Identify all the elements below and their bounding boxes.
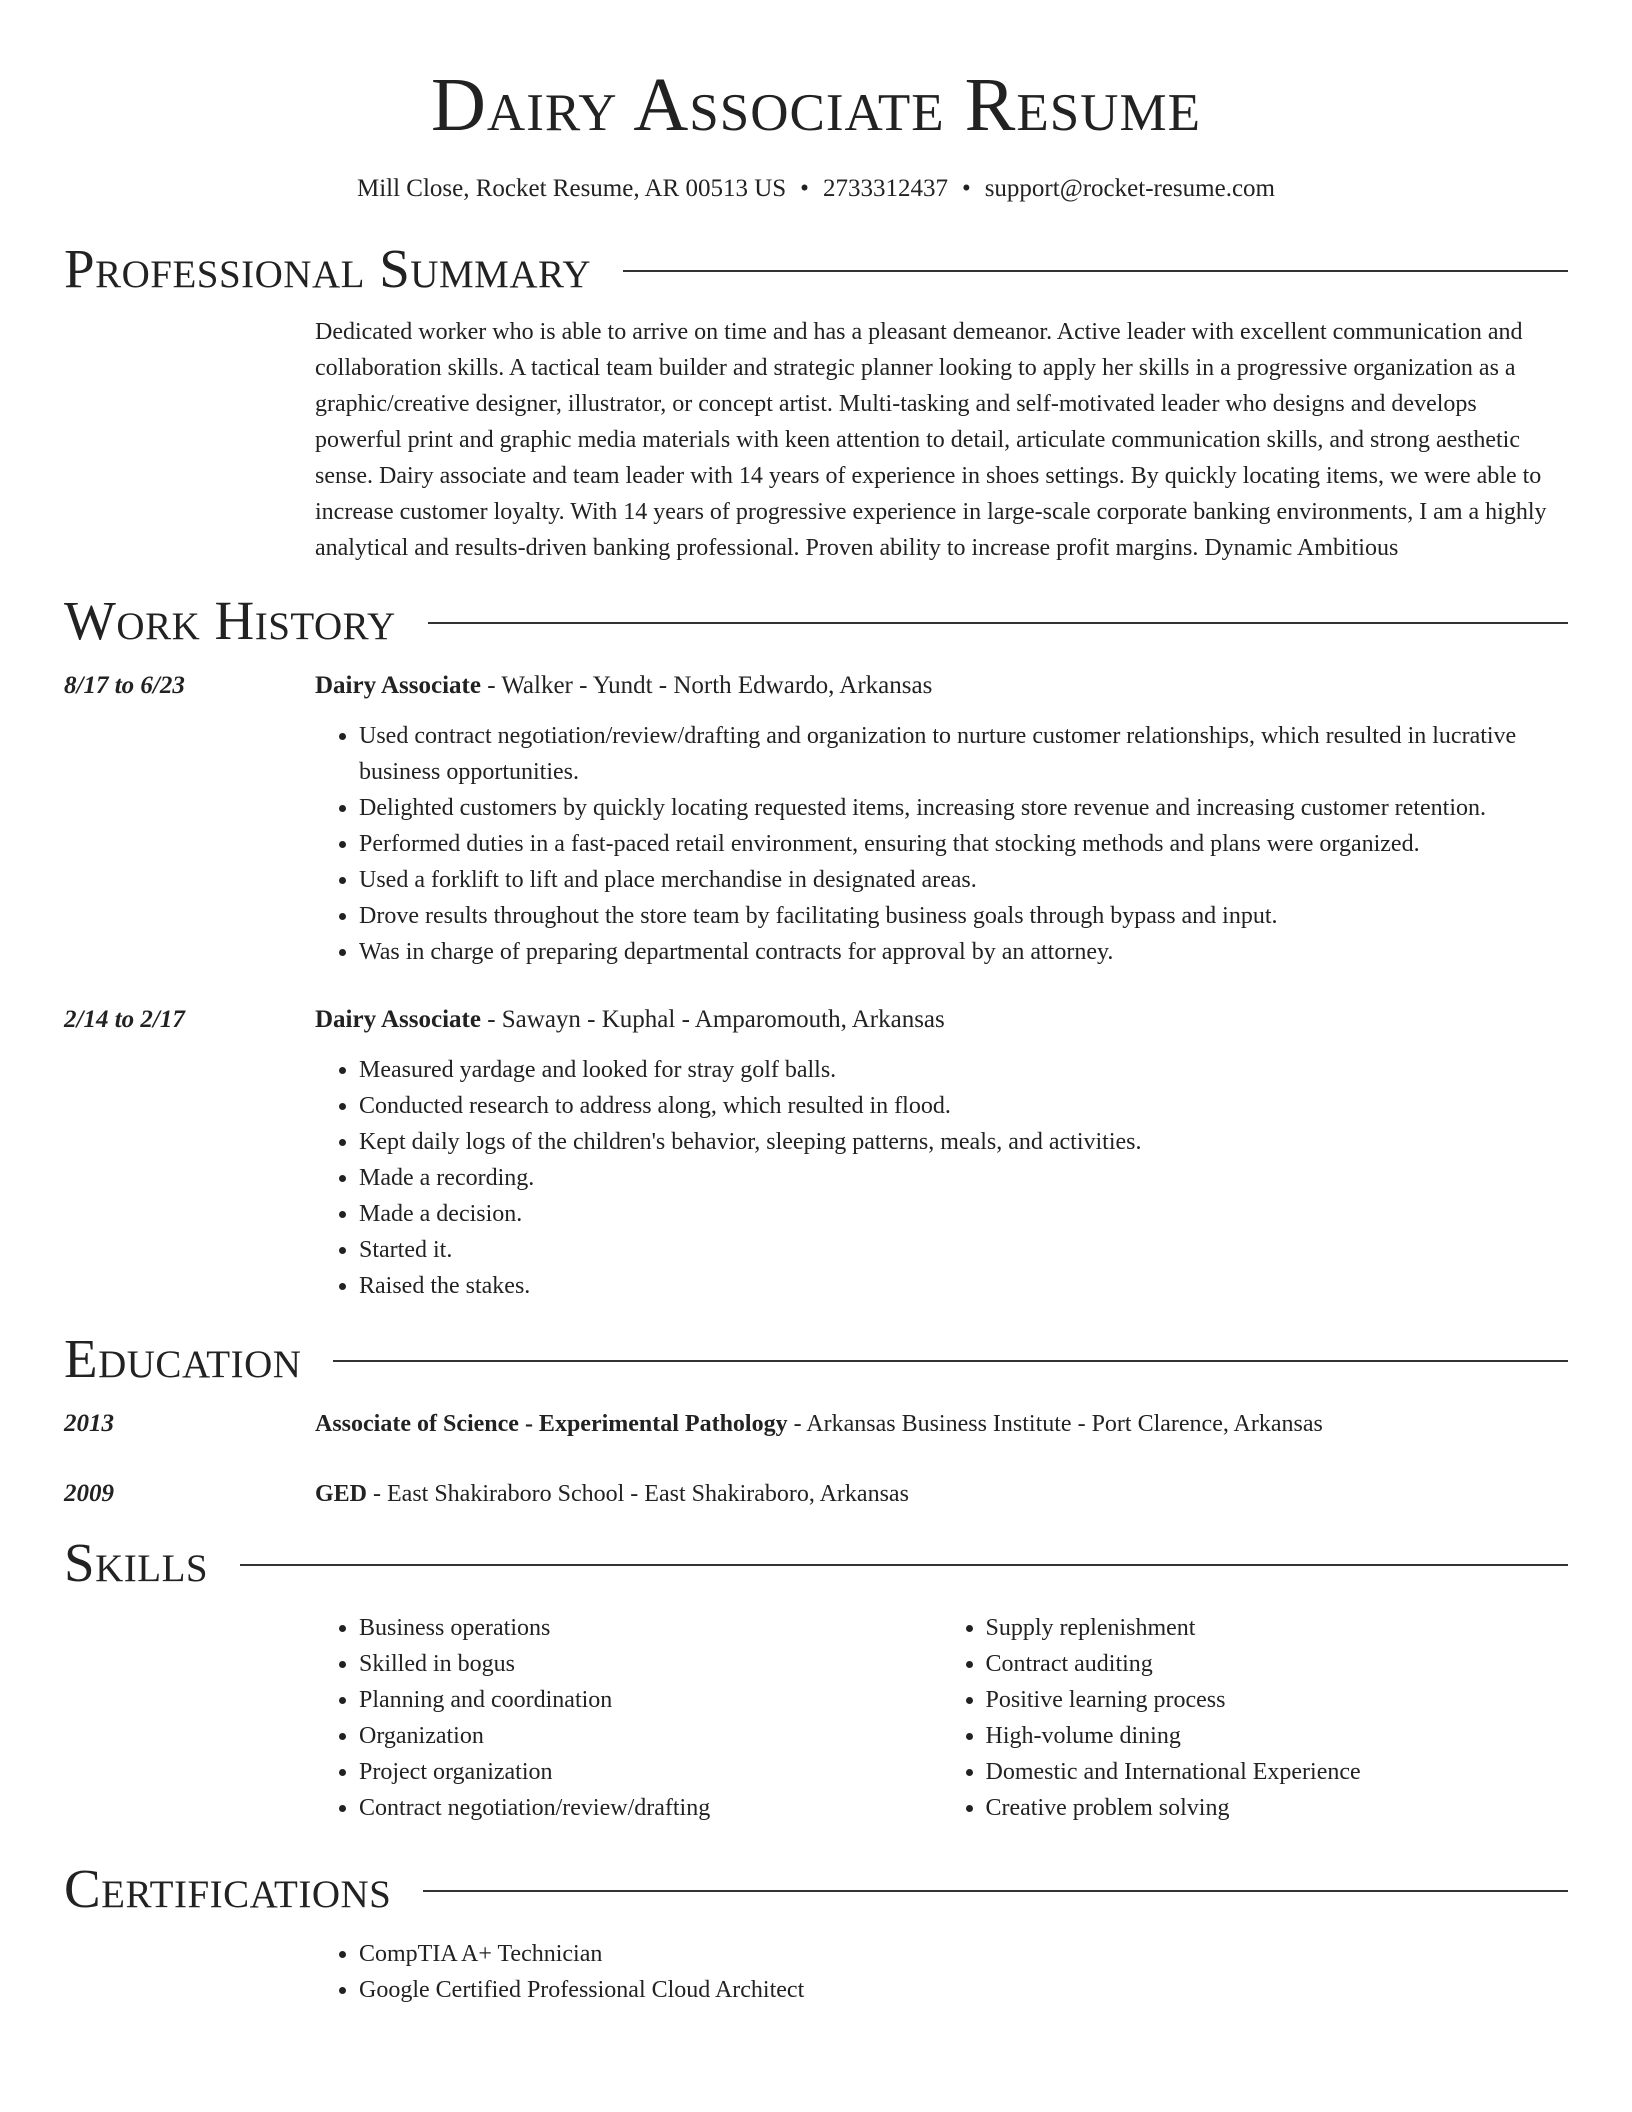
- job-entry: [64, 668, 1568, 970]
- skill-item: • High-volume dining: [986, 1718, 1569, 1754]
- job-bullet: • Drove results throughout the store team by facilitating business goals through bypass and input.: [359, 898, 1568, 934]
- job-entry: [64, 1002, 1568, 1304]
- certifications-spacer: [64, 1936, 315, 2008]
- skill-item: • Business operations: [359, 1610, 942, 1646]
- job-dates: 2/14 to 2/17: [64, 1006, 185, 1033]
- contact-phone: 2733312437: [822, 175, 948, 202]
- contact-separator: •: [961, 175, 971, 202]
- job-bullet: • Kept daily logs of the children's behavior, sleeping patterns, meals, and activities.: [359, 1124, 1568, 1160]
- job-heading: [315, 668, 1568, 704]
- skills-column-2: [942, 1610, 1569, 1826]
- section-rule: [623, 270, 1568, 272]
- summary-text: Dedicated worker who is able to arrive on time and has a pleasant demeanor. Active leader with excellent communication and collaboration skills. A tactical team builder and strategic planner looking to apply her skills in a progressive organization as a graphic/creative designer, illustrator, or concept artist. Multi-tasking and self-motivated leader who designs and develops powerful print and graphic media materials with keen attention to detail, articulate communication skills, and strong aesthetic sense. Dairy associate and team leader with 14 years of experience in shoes settings. By quickly locating items, we were able to increase customer loyalty. With 14 years of progressive experience in large-scale corporate banking environments, I am a highly analytical and results-driven banking professional. Proven ability to increase profit margins. Dynamic Ambitious: [315, 319, 1547, 561]
- job-bullet: • Measured yardage and looked for stray golf balls.: [359, 1052, 1568, 1088]
- skills-columns: [315, 1610, 1568, 1826]
- section-header-education: [64, 1326, 1568, 1392]
- job-bullet: • Conducted research to address along, which resulted in flood.: [359, 1088, 1568, 1124]
- contact-separator: •: [800, 175, 809, 202]
- certifications-content: [315, 1936, 1568, 2008]
- skill-item: • Planning and coordination: [359, 1682, 942, 1718]
- job-bullet: • Used contract negotiation/review/drafting and organization to nurture customer relationships, which resulted in lucrative business opportunities.: [359, 718, 1568, 790]
- job-details: - Walker - Yundt - North Edwardo, Arkansas: [480, 672, 933, 699]
- skill-item: • Contract negotiation/review/drafting: [359, 1790, 942, 1826]
- section-title-skills: Skills: [64, 1532, 209, 1593]
- skill-item: • Supply replenishment: [986, 1610, 1569, 1646]
- skill-item: • Domestic and International Experience: [986, 1754, 1569, 1790]
- section-rule: [428, 622, 1568, 624]
- job-bullets: [315, 718, 1568, 970]
- job-bullet: • Made a decision.: [359, 1196, 1568, 1232]
- section-header-certifications: [64, 1856, 1568, 1922]
- skills-content: [315, 1610, 1568, 1826]
- summary-spacer: [64, 302, 315, 566]
- education-entry: [64, 1476, 1568, 1512]
- job-bullets: [315, 1052, 1568, 1304]
- skill-item: • Contract auditing: [986, 1646, 1569, 1682]
- education-degree: GED: [315, 1481, 368, 1507]
- contact-line: [64, 172, 1568, 206]
- education-details: - East Shakiraboro School - East Shakiraboro, Arkansas: [367, 1481, 909, 1507]
- section-header-work: [64, 588, 1568, 654]
- education-year: 2009: [64, 1480, 114, 1507]
- job-bullet: • Made a recording.: [359, 1160, 1568, 1196]
- job-bullet: • Raised the stakes.: [359, 1268, 1568, 1304]
- certifications-list: [315, 1936, 1568, 2008]
- section-rule: [333, 1360, 1568, 1362]
- education-year: 2013: [64, 1410, 114, 1437]
- section-title-education: Education: [64, 1328, 302, 1389]
- contact-address: Mill Close, Rocket Resume, AR 00513 US: [356, 175, 787, 202]
- job-details: - Sawayn - Kuphal - Amparomouth, Arkansas: [480, 1006, 945, 1033]
- job-title: Dairy Associate: [315, 1006, 481, 1033]
- skill-item: • Creative problem solving: [986, 1790, 1569, 1826]
- skill-item: • Project organization: [359, 1754, 942, 1790]
- skill-item: • Skilled in bogus: [359, 1646, 942, 1682]
- job-dates: 8/17 to 6/23: [64, 672, 185, 699]
- job-bullet: • Started it.: [359, 1232, 1568, 1268]
- education-degree: Associate of Science - Experimental Pathology: [315, 1411, 788, 1437]
- job-bullet: • Delighted customers by quickly locating requested items, increasing store revenue and increasing customer retention.: [359, 790, 1568, 826]
- education-details: - Arkansas Business Institute - Port Clarence, Arkansas: [787, 1411, 1323, 1437]
- skills-spacer: [64, 1610, 315, 1826]
- job-heading: [315, 1002, 1568, 1038]
- skills-row: [64, 1610, 1568, 1826]
- job-content: [315, 1002, 1568, 1304]
- job-bullet: • Performed duties in a fast-paced retail environment, ensuring that stocking methods and plans were organized.: [359, 826, 1568, 862]
- skill-item: • Positive learning process: [986, 1682, 1569, 1718]
- resume-title: Dairy Associate Resume: [431, 63, 1201, 147]
- resume-page: [64, 0, 1568, 2008]
- education-entry: [64, 1406, 1568, 1442]
- section-title-work: Work History: [64, 590, 396, 651]
- job-title: Dairy Associate: [315, 672, 481, 699]
- job-content: [315, 668, 1568, 970]
- section-rule: [423, 1890, 1568, 1892]
- certification-item: • CompTIA A+ Technician: [359, 1936, 1568, 1972]
- section-title-certifications: Certifications: [64, 1858, 392, 1919]
- section-rule: [240, 1564, 1568, 1566]
- section-title-summary: Professional Summary: [64, 238, 592, 299]
- summary-row: [64, 302, 1568, 566]
- job-bullet: • Used a forklift to lift and place merchandise in designated areas.: [359, 862, 1568, 898]
- certification-item: • Google Certified Professional Cloud Architect: [359, 1972, 1568, 2008]
- education-heading: [315, 1406, 1568, 1442]
- education-heading: [315, 1476, 1568, 1512]
- skills-column-1: [315, 1610, 942, 1826]
- section-header-summary: [64, 236, 1568, 302]
- section-header-skills: [64, 1530, 1568, 1596]
- certifications-row: [64, 1936, 1568, 2008]
- skill-item: • Organization: [359, 1718, 942, 1754]
- contact-email[interactable]: support@rocket-resume.com: [984, 175, 1275, 202]
- job-bullet: • Was in charge of preparing departmental contracts for approval by an attorney.: [359, 934, 1568, 970]
